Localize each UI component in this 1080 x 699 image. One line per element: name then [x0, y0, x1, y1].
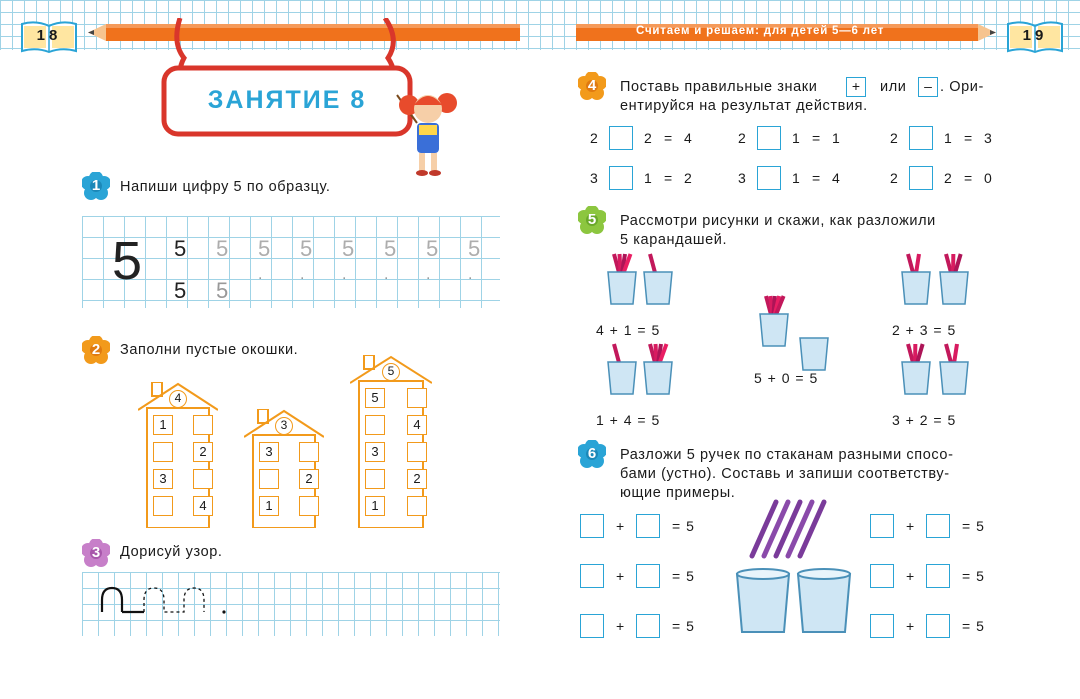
house-window-filled: 1 [259, 496, 279, 516]
task4-equals: = [664, 170, 674, 186]
task5-equation-3: 2 + 3 = 5 [892, 322, 957, 338]
task4-result: 1 [832, 130, 841, 146]
page-number-right [1006, 18, 1064, 54]
house-window-filled: 2 [407, 469, 427, 489]
task4-sign-box[interactable] [609, 126, 633, 150]
house-roof-number: 3 [275, 417, 293, 435]
house-window-filled: 1 [365, 496, 385, 516]
task6-answer-box[interactable] [636, 614, 660, 638]
task1-writing-grid [82, 216, 500, 308]
task6-flower-badge [578, 440, 606, 468]
page-left-number: 18 [36, 27, 62, 44]
task4-line1-b: . Ори- [940, 79, 984, 95]
book-title: Считаем и решаем: для детей 5—6 лет [636, 25, 885, 37]
task1-row2-digit: . [300, 266, 305, 283]
house-window-empty[interactable] [365, 469, 385, 489]
task4-equals: = [664, 130, 674, 146]
task6-result: = 5 [672, 618, 695, 634]
task1-row1-digit: 5 [426, 236, 439, 261]
task2-flower-badge [82, 336, 110, 364]
task6-answer-box[interactable] [580, 564, 604, 588]
task3-text: Дорисуй узор. [120, 544, 223, 560]
task6-plus: + [616, 568, 626, 584]
task4-operand-a: 3 [590, 170, 599, 186]
task6-line1: Разложи 5 ручек по стаканам разными спосо- [620, 447, 954, 463]
task1-number: 1 [91, 177, 101, 194]
house [138, 382, 218, 528]
task4-number: 4 [587, 77, 597, 94]
task4-sign-box[interactable] [757, 166, 781, 190]
task1-sample-digit: 5 [112, 231, 143, 291]
task6-plus: + [616, 518, 626, 534]
house-window-empty[interactable] [407, 388, 427, 408]
task5-number: 5 [587, 211, 597, 228]
task1-row2-digit: 5 [216, 278, 229, 303]
task1-row2-digit: . [258, 266, 263, 283]
page-right-number: 19 [1022, 27, 1048, 44]
task1-row1-digit: 5 [216, 236, 229, 261]
task4-operand-a: 2 [890, 130, 899, 146]
house-roof-number: 4 [169, 390, 187, 408]
house-window-empty[interactable] [259, 469, 279, 489]
house-window-empty[interactable] [299, 496, 319, 516]
task6-answer-box[interactable] [870, 614, 894, 638]
task4-equals: = [964, 170, 974, 186]
task6-answer-box[interactable] [636, 564, 660, 588]
task6-answer-box[interactable] [926, 514, 950, 538]
task4-line1-a: Поставь правильные знаки [620, 79, 818, 95]
task1-flower-badge [82, 172, 110, 200]
task4-equals: = [964, 130, 974, 146]
task4-operand-a: 2 [590, 130, 599, 146]
task1-text: Напиши цифру 5 по образцу. [120, 179, 331, 195]
task1-row1-digit: 5 [468, 236, 481, 261]
house [350, 355, 432, 528]
house-window-empty[interactable] [153, 442, 173, 462]
task6-answer-box[interactable] [926, 564, 950, 588]
task4-operand-a: 2 [738, 130, 747, 146]
task5-flower-badge [578, 206, 606, 234]
house-window-filled: 2 [299, 469, 319, 489]
task6-line2: бами (устно). Составь и запиши соответству- [620, 466, 950, 482]
task2-number: 2 [91, 341, 101, 358]
task4-sign-box[interactable] [609, 166, 633, 190]
task4-equals: = [812, 130, 822, 146]
task5-equation-1: 4 + 1 = 5 [596, 322, 661, 338]
task6-answer-box[interactable] [926, 614, 950, 638]
task4-operand-a: 2 [890, 170, 899, 186]
task5-line1: Рассмотри рисунки и скажи, как разложили [620, 213, 936, 229]
task6-answer-box[interactable] [870, 514, 894, 538]
page-number-left [20, 18, 78, 54]
house [244, 409, 324, 528]
task4-operand-a: 3 [738, 170, 747, 186]
task4-sign-box[interactable] [909, 166, 933, 190]
task1-row1-digit: 5 [174, 236, 187, 261]
task6-plus: + [616, 618, 626, 634]
task4-line2: ентируйся на результат действия. [620, 98, 868, 114]
task1-row2-digit: . [468, 266, 473, 283]
house-window-filled: 3 [259, 442, 279, 462]
task1-row1-digit: 5 [258, 236, 271, 261]
task1-row1-digit: 5 [300, 236, 313, 261]
task3-flower-badge [82, 539, 110, 567]
task6-plus: + [906, 618, 916, 634]
minus-sign-box: – [918, 77, 938, 97]
task4-result: 0 [984, 170, 993, 186]
task4-operand-b: 2 [644, 130, 653, 146]
task4-operand-b: 1 [944, 130, 953, 146]
task4-or: или [880, 79, 907, 95]
task6-result: = 5 [962, 618, 985, 634]
task4-sign-box[interactable] [909, 126, 933, 150]
plus-sign-box: + [846, 77, 866, 97]
task4-result: 3 [984, 130, 993, 146]
task2-text: Заполни пустые окошки. [120, 342, 299, 358]
task4-equals: = [812, 170, 822, 186]
task4-operand-b: 1 [644, 170, 653, 186]
task4-sign-box[interactable] [757, 126, 781, 150]
task5-line2: 5 карандашей. [620, 232, 728, 248]
task6-result: = 5 [672, 568, 695, 584]
house-window-empty[interactable] [407, 442, 427, 462]
task5-equation-2: 5 + 0 = 5 [754, 370, 819, 386]
house-window-filled: 4 [193, 496, 213, 516]
task1-row1-digit: 5 [342, 236, 355, 261]
house-window-filled: 2 [193, 442, 213, 462]
task5-equation-5: 3 + 2 = 5 [892, 412, 957, 428]
task4-result: 4 [832, 170, 841, 186]
task6-answer-box[interactable] [580, 614, 604, 638]
task6-answer-box[interactable] [580, 514, 604, 538]
house-window-filled: 4 [407, 415, 427, 435]
house-window-filled: 3 [153, 469, 173, 489]
task1-row2-digit: 5 [174, 278, 187, 303]
task6-line3: ющие примеры. [620, 485, 736, 501]
task3-number: 3 [91, 544, 101, 561]
house-window-empty[interactable] [407, 496, 427, 516]
task6-plus: + [906, 518, 916, 534]
arch-pattern [82, 572, 500, 636]
task6-answer-box[interactable] [636, 514, 660, 538]
task6-answer-box[interactable] [870, 564, 894, 588]
house-window-filled: 1 [153, 415, 173, 435]
house-window-empty[interactable] [153, 496, 173, 516]
house-window-filled: 5 [365, 388, 385, 408]
house-roof-number: 5 [382, 363, 400, 381]
pencil-glasses-svg [600, 252, 1020, 432]
girl-illustration [395, 75, 460, 180]
task4-operand-b: 1 [792, 130, 801, 146]
task1-row2-digit: . [426, 266, 431, 283]
task4-operand-b: 2 [944, 170, 953, 186]
task6-plus: + [906, 568, 916, 584]
task6-result: = 5 [962, 568, 985, 584]
house-window-empty[interactable] [193, 415, 213, 435]
task1-row2-digit: . [342, 266, 347, 283]
house-window-empty[interactable] [193, 469, 213, 489]
task3-pattern-grid [82, 572, 500, 636]
task4-flower-badge [578, 72, 606, 100]
task6-number: 6 [587, 445, 597, 462]
house-window-empty[interactable] [365, 415, 385, 435]
house-window-filled: 3 [365, 442, 385, 462]
task4-operand-b: 1 [792, 170, 801, 186]
task1-row2-digit: . [384, 266, 389, 283]
pens-in-glasses-illustration [732, 496, 856, 638]
task1-row1-digit: 5 [384, 236, 397, 261]
lesson-sign [150, 18, 420, 143]
task5-equation-4: 1 + 4 = 5 [596, 412, 661, 428]
task4-result: 2 [684, 170, 693, 186]
task4-result: 4 [684, 130, 693, 146]
house-window-empty[interactable] [299, 442, 319, 462]
task6-result: = 5 [672, 518, 695, 534]
lesson-title: ЗАНЯТИЕ 8 [207, 86, 367, 114]
task6-result: = 5 [962, 518, 985, 534]
